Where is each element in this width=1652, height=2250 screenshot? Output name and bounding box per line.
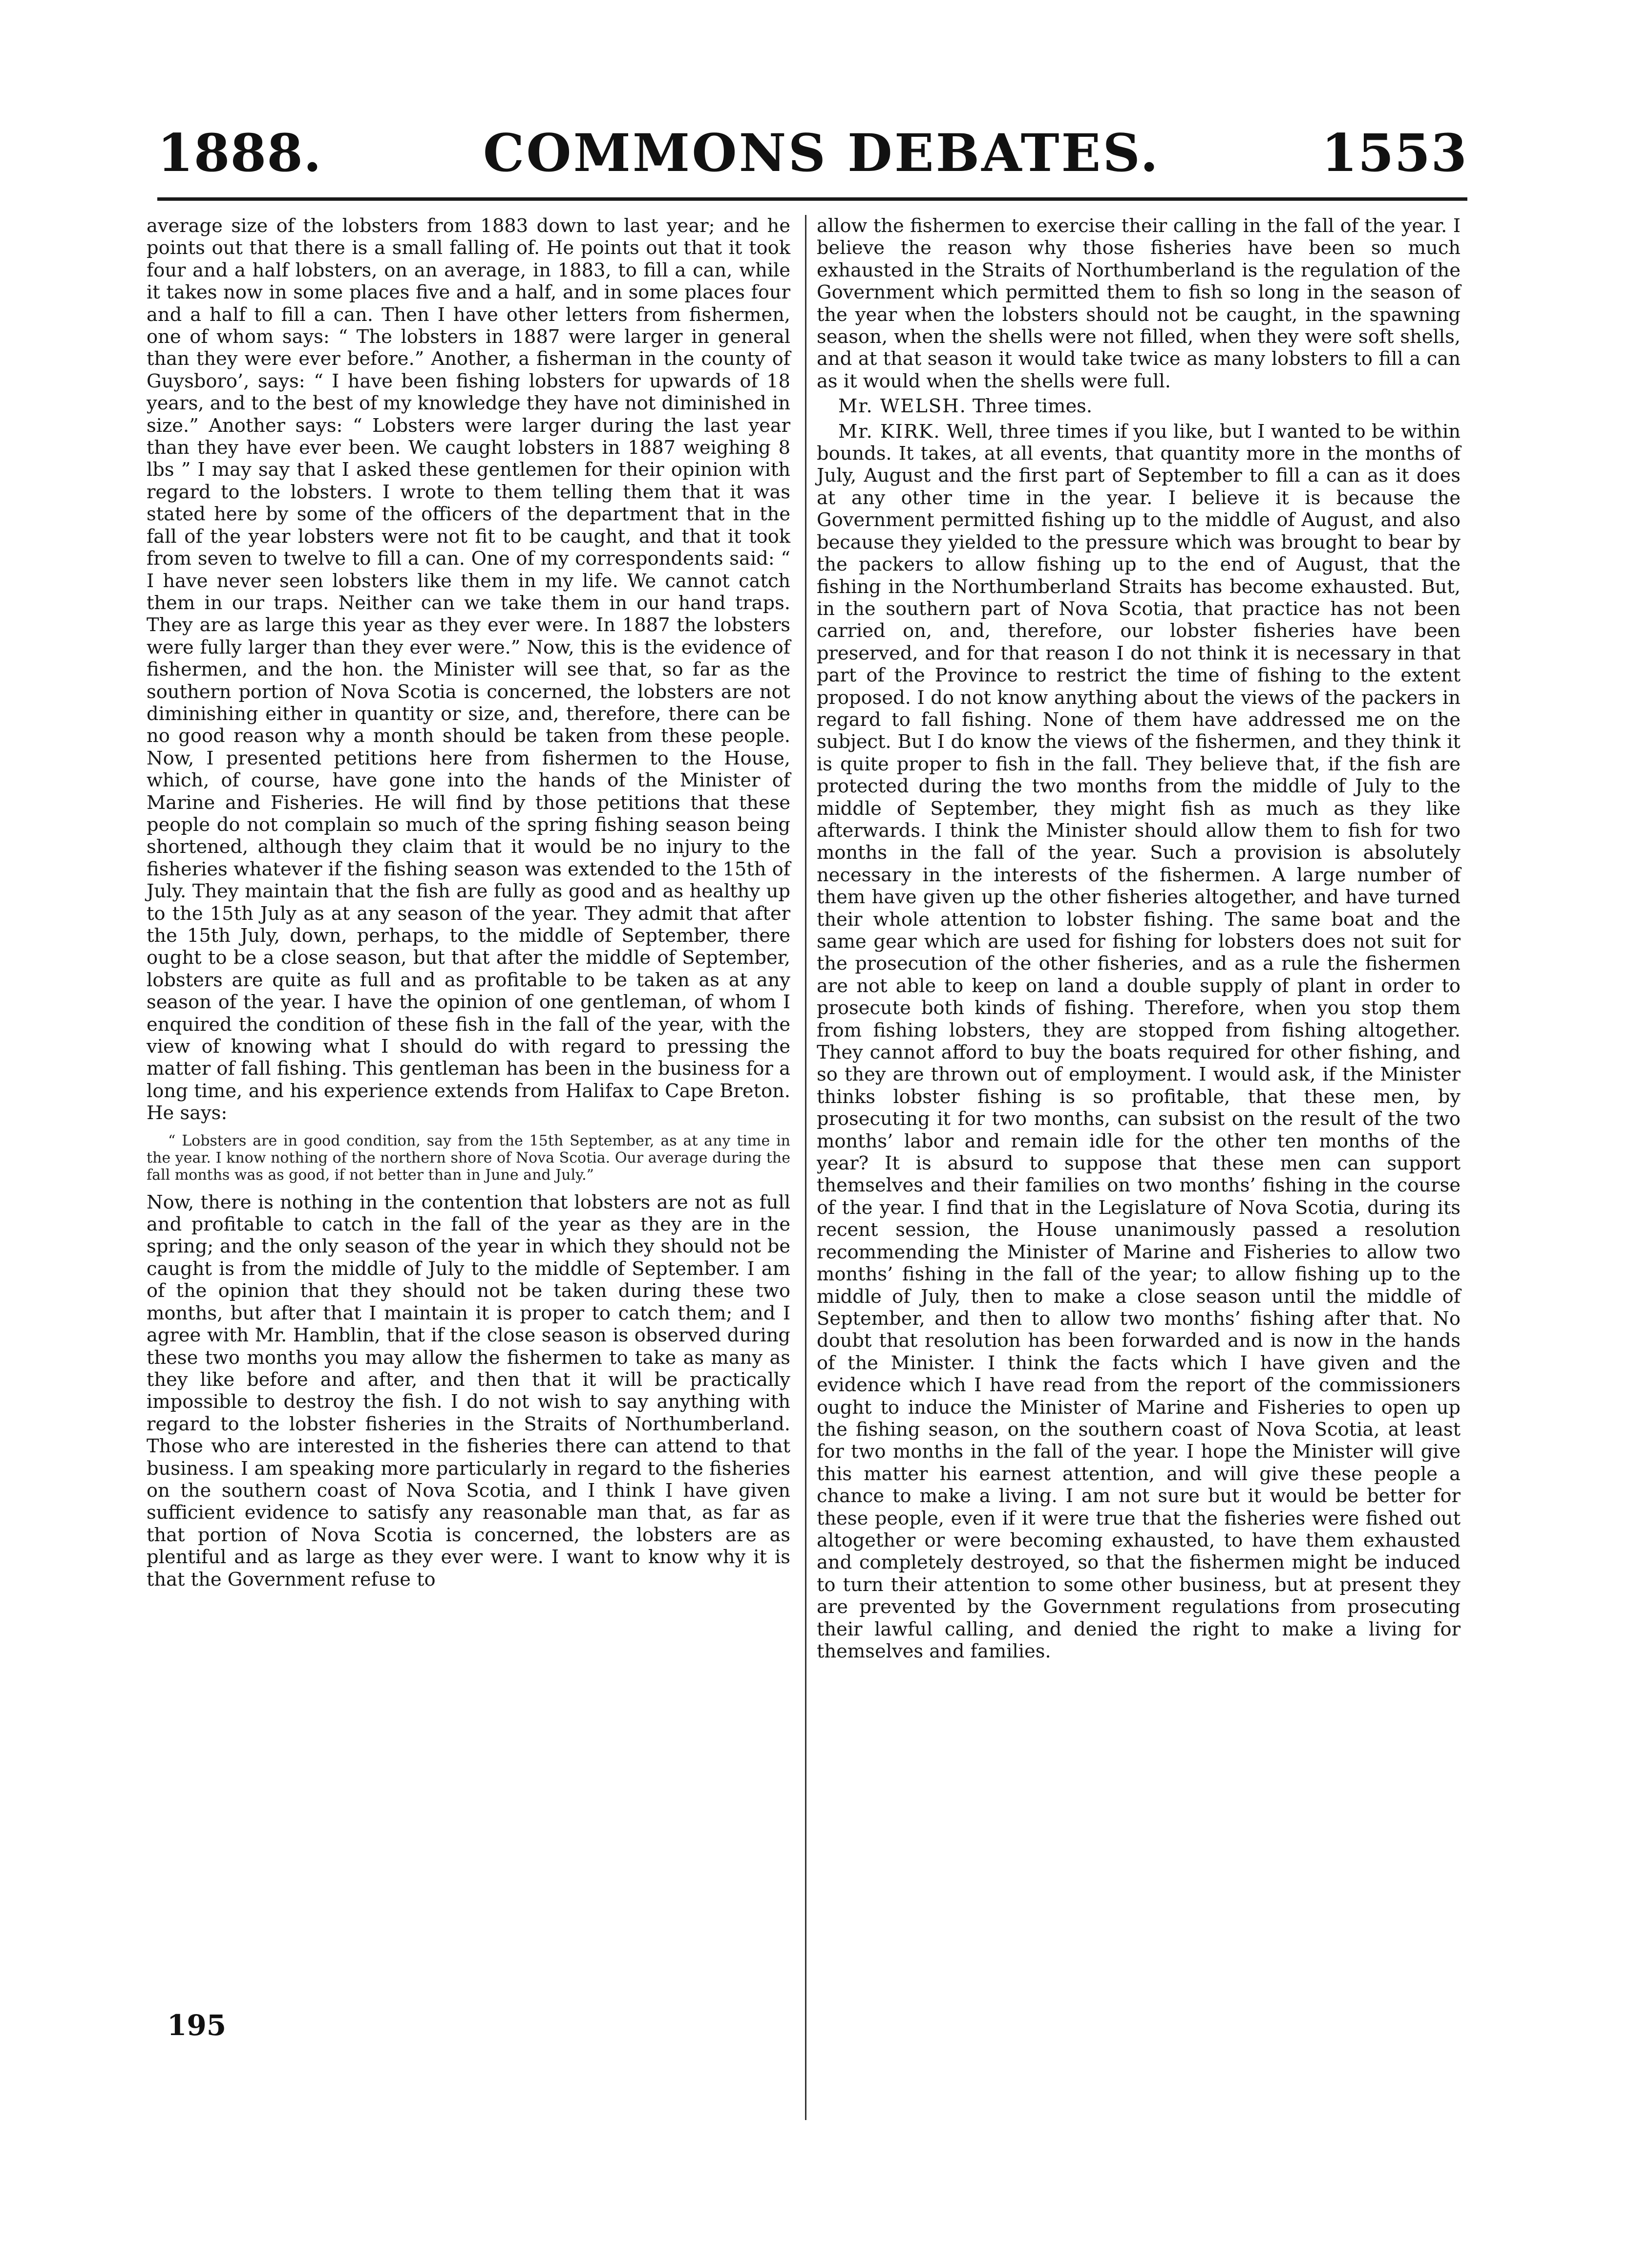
column-divider <box>805 215 806 2120</box>
right-column <box>817 215 1461 1662</box>
welsh-remark <box>817 395 1461 417</box>
right-paragraph-1: allow the fishermen to exercise their calling in the fall of the year. I believe the reason why those fisheries have been so much exhausted in the Straits of Northumberland is the regulation of the Government which permitted them to fish so long in the season of the year when the lobsters should not be caught, in the spawning season, when the shells were not filled, when they were soft shells, and at that season it would take twice as many lobsters to fill a can as it would when the shells were full. <box>817 215 1461 392</box>
kirk-remark <box>817 421 1461 1663</box>
speaker-welsh: Mr. WELSH. <box>838 395 967 418</box>
left-paragraph-1: average size of the lobsters from 1883 down to last year; and he points out that there is a small falling of. He points out that it took four and a half lobsters, on an average, in 1883, to fill a can, while it takes now in some places five and a half, and in some places four and a half to fill a can. Then I have other letters from fishermen, one of whom says: “ The lobsters in 1887 were larger in general than they were ever before.” Another, a fisherman in the county of Guysboro’, says: “ I have been fishing lobsters for upwards of 18 years, and to the best of my knowledge they have not diminished in size.” Another says: “ Lobsters were larger during the last year than they have ever been. We caught lobsters in 1887 weighing 8 lbs ” I may say that I asked these gentlemen for their opinion with regard to the lobsters. I wrote to them telling them that it was stated here by some of the officers of the department that in the fall of the year lobsters were not fit to be caught, and that it took from seven to twelve to fill a can. One of my correspondents said: “ I have never seen lobsters like them in my life. We cannot catch them in our traps. Neither can we take them in our hand traps. They are as large this year as they ever were. In 1887 the lobsters were fully larger than they ever were.” Now, this is the evidence of fishermen, and the hon. the Minister will see that, so far as the southern portion of Nova Scotia is concerned, the lobsters are not diminishing either in quantity or size, and, therefore, there can be no good reason why a month should be taken from these people. Now, I presented petitions here from fishermen to the House, which, of course, have gone into the hands of the Minister of Marine and Fisheries. He will find by those petitions that these people do not complain so much of the spring fishing season being shortened, although they claim that it would be no injury to the fisheries whatever if the fishing season was extended to the 15th of July. They maintain that the fish are fully as good and as healthy up to the 15th July as at any season of the year. They admit that after the 15th July, down, perhaps, to the middle of September, there ought to be a close season, but that after the middle of September, lobsters are quite as full and as profitable to be taken as at any season of the year. I have the opinion of one gentleman, of whom I enquired the condition of these fish in the fall of the year, with the view of knowing what I should do with regard to pressing the matter of fall fishing. This gentleman has been in the business for a long time, and his experience extends from Halifax to Cape Breton. He says: <box>147 215 790 1125</box>
left-paragraph-2: Now, there is nothing in the contention that lobsters are not as full and profitable to catch in the fall of the year as they are in the spring; and the only season of the year in which they should not be caught is from the middle of July to the middle of September. I am of the opinion that they should not be taken during these two months, but after that I maintain it is proper to catch them; and I agree with Mr. Hamblin, that if the close season is observed during these two months you may allow the fishermen to take as many as they like before and after, and then that it will be practically impossible to destroy the fish. I do not wish to say anything with regard to the lobster fisheries in the Straits of Northumberland. Those who are interested in the fisheries there can attend to that business. I am speaking more particularly in regard to the fisheries on the southern coast of Nova Scotia, and I think I have given sufficient evidence to satisfy any reasonable man that, as far as that portion of Nova Scotia is concerned, the lobsters are as plentiful and as large as they ever were. I want to know why it is that the Government refuse to <box>147 1191 790 1591</box>
welsh-text: Three times. <box>973 395 1093 418</box>
kirk-text: Well, three times if you like, but I wanted to be within bounds. It takes, at all events, that quantity more in the months of July, August and the first part of September to fill a can as it does at any other time in the year. I believe it is because the Government permitted fishing up to the middle of August, and also because they yielded to the pressure which was brought to bear by the packers to allow fishing up to the end of August, that the fishing in the Northumberland Straits has become exhausted. But, in the southern part of Nova Scotia, that practice has not been carried on, and, therefore, our lobster fisheries have been preserved, and for that reason I do not think it is necessary in that part of the Province to restrict the time of fishing to the extent proposed. I do not know anything about the views of the packers in regard to fall fishing. None of them have addressed me on the subject. But I do know the views of the fishermen, and they think it is quite proper to fish in the fall. They believe that, if the fish are protected during the two months from the middle of July to the middle of September, they might fish as much as they like afterwards. I think the Minister should allow them to fish for two months in the fall of the year. Such a provision is absolutely necessary in the interests of the fishermen. A large number of them have given up the other fisheries altogether, and have turned their whole attention to lobster fishing. The same boat and the same gear which are used for fishing for lobsters does not suit for the prosecution of the other fisheries, and as a rule the fishermen are not able to keep on land a double supply of plant in order to prosecute both kinds of fishing. Therefore, when you stop them from fishing lobsters, they are stopped from fishing altogether. They cannot afford to buy the boats required for other fishing, and so they are thrown out of employment. I would ask, if the Minister thinks lobster fishing is so profitable, that these men, by prosecuting it for two months, can subsist on the result of the two months’ labor and remain idle for the other ten months of the year? It is absurd to suppose that these men can support themselves and their families on two months’ fishing in the course of the year. I find that in the Legislature of Nova Scotia, during its recent session, the House unanimously passed a resolution recommending the Minister of Marine and Fisheries to allow two months’ fishing in the fall of the year; to allow fishing up to the middle of July, then to make a close season until the middle of September, and then to allow two months’ fishing after that. No doubt that resolution has been forwarded and is now in the hands of the Minister. I think the facts which I have given and the evidence which I have read from the report of the commissioners ought to induce the Minister of Marine and Fisheries to open up the fishing season, on the southern coast of Nova Scotia, at least for two months in the fall of the year. I hope the Minister will give this matter his earnest attention, and will give these people a chance to make a living. I am not sure but it would be better for these people, even if it were true that the fisheries were fished out altogether or were becoming exhausted, to have them exhausted and completely destroyed, so that the fishermen might be induced to turn their attention to some other business, but at present they are prevented by the Government regulations from prosecuting their lawful calling, and denied the right to make a living for themselves and families. <box>817 420 1461 1662</box>
header-title: COMMONS DEBATES. <box>483 122 1161 183</box>
header-rule <box>157 197 1467 201</box>
signature-number: 195 <box>167 2009 227 2042</box>
header-page-number: 1553 <box>1321 122 1467 183</box>
page-header <box>157 122 1467 186</box>
speaker-kirk: Mr. KIRK. <box>838 420 941 443</box>
left-column <box>147 215 790 1591</box>
header-year: 1888. <box>157 122 322 183</box>
block-quote: “ Lobsters are in good condition, say from the 15th September, as at any time in the year. I know nothing of the northern shore of Nova Scotia. Our average during the fall months was as good, if not better than in June and July.” <box>147 1132 790 1184</box>
